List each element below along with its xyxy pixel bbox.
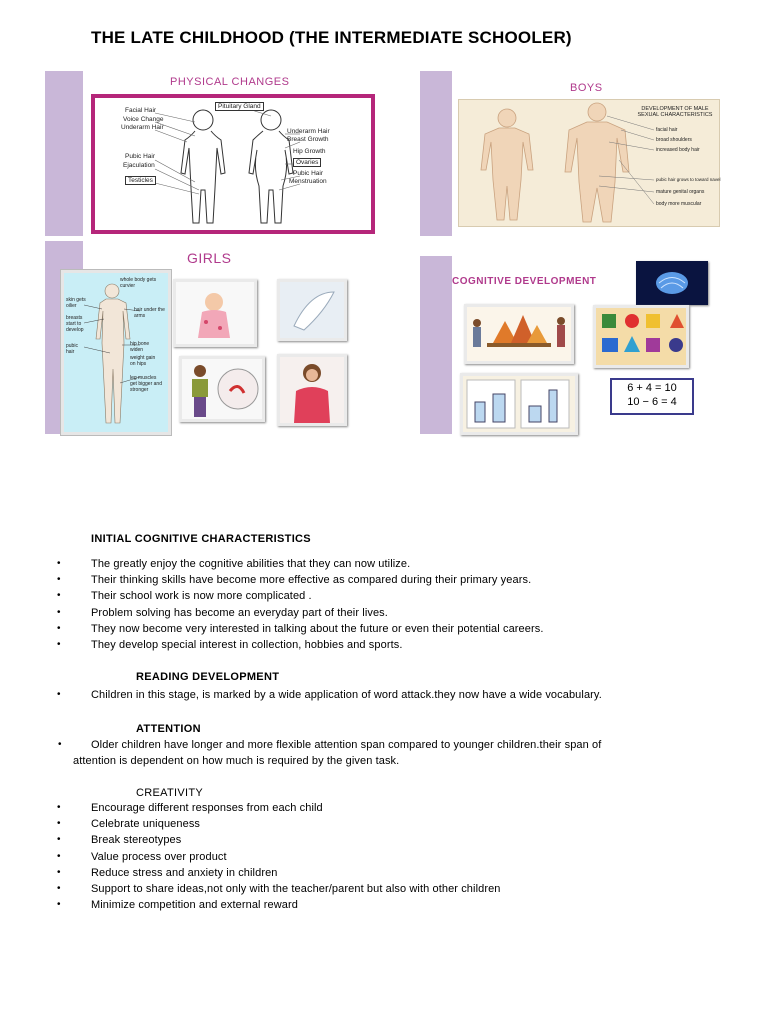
girl-consult-image xyxy=(182,359,262,419)
girls-label-5: pubic hair xyxy=(66,343,78,355)
bullet: • xyxy=(58,739,62,750)
panel-strip xyxy=(420,71,452,236)
list-item: • Minimize competition and external reward xyxy=(57,897,501,913)
initial-cognitive-heading: INITIAL COGNITIVE CHARACTERISTICS xyxy=(91,533,311,545)
document-title: THE LATE CHILDHOOD (THE INTERMEDIATE SCHOOLER) xyxy=(91,28,572,47)
physical-changes-frame xyxy=(91,94,375,234)
physical-changes-title: PHYSICAL CHANGES xyxy=(170,76,290,88)
list-item: • Their school work is now more complicated . xyxy=(57,588,544,604)
boys-label-1: facial hair xyxy=(656,127,678,133)
boys-frame xyxy=(458,99,720,227)
label-pubic-hair-f: Pubic Hair xyxy=(293,170,323,177)
label-ovaries: Ovaries xyxy=(293,158,321,167)
math-line-2: 10 − 6 = 4 xyxy=(627,396,677,408)
label-underarm-hair-f: Underarm Hair xyxy=(287,128,330,135)
liquid-conservation-illustration xyxy=(463,376,575,432)
creativity-list xyxy=(57,800,501,913)
reading-development-list xyxy=(57,687,602,703)
initial-cognitive-list xyxy=(57,556,544,653)
boys-label-6: body more muscular xyxy=(656,201,702,207)
mountains-task-image xyxy=(464,304,574,364)
math-equations-box xyxy=(610,378,694,415)
boys-caption: DEVELOPMENT OF MALE SEXUAL CHARACTERISTICS xyxy=(637,106,713,118)
girl-photo-1 xyxy=(173,279,257,347)
physical-changes-panel xyxy=(45,71,403,236)
brain-icon xyxy=(639,264,705,302)
girl-cartoon-image xyxy=(176,282,254,344)
boy-figures-illustration xyxy=(459,100,719,226)
boys-label-3: increased body hair xyxy=(656,147,700,153)
label-pituitary-gland: Pituitary Gland xyxy=(215,102,264,111)
label-voice-change: Voice Change xyxy=(123,116,164,123)
list-item: • They develop special interest in collection, hobbies and sports. xyxy=(57,637,544,653)
girl-photo-4 xyxy=(277,354,347,426)
list-item: • Break stereotypes xyxy=(57,832,501,848)
list-item: • Their thinking skills have become more effective as compared during their primary years. xyxy=(57,572,544,588)
boys-label-4: pubic hair grows to toward navel xyxy=(656,177,721,182)
conservation-task-image xyxy=(460,373,578,435)
label-underarm-hair: Underarm Hair xyxy=(121,124,164,131)
label-facial-hair: Facial Hair xyxy=(125,107,157,114)
cognitive-development-panel xyxy=(420,256,725,434)
girl-photo-2 xyxy=(277,279,347,341)
label-pubic-hair: Pubic Hair xyxy=(125,153,155,160)
three-mountains-illustration xyxy=(467,307,571,361)
girl-photo-3 xyxy=(179,356,265,422)
shapes-sorting-image xyxy=(593,305,689,368)
list-item: • They now become very interested in talking about the future or even their potential careers. xyxy=(57,621,544,637)
girls-label-4: breasts start to develop xyxy=(66,315,84,333)
label-menstruation: Menstruation xyxy=(289,178,327,185)
list-item: • Reduce stress and anxiety in children xyxy=(57,865,501,881)
girls-label-2: skin gets oilier xyxy=(66,297,86,309)
girls-title: GIRLS xyxy=(187,250,232,266)
girls-label-8: leg muscles get bigger and stronger xyxy=(130,375,162,393)
pad-image xyxy=(280,282,344,338)
girl-body-chart xyxy=(61,270,171,435)
girls-label-3: hair under the arms xyxy=(134,307,165,319)
list-item: • Support to share ideas,not only with the teacher/parent but also with other children xyxy=(57,881,501,897)
list-item: • Children in this stage, is marked by a wide application of word attack.they now have a wide vocabulary. xyxy=(57,687,602,703)
list-item: • Encourage different responses from each child xyxy=(57,800,501,816)
label-hip-growth: Hip Growth xyxy=(293,148,326,155)
list-item: • Problem solving has become an everyday part of their lives. xyxy=(57,605,544,621)
reading-development-heading: READING DEVELOPMENT xyxy=(136,671,280,683)
cognitive-title: COGNITIVE DEVELOPMENT xyxy=(452,276,597,287)
label-breast-growth: Breast Growth xyxy=(287,136,329,143)
girls-label-7: weight gain on hips xyxy=(130,355,156,367)
label-ejaculation: Ejaculation xyxy=(123,162,155,169)
boys-title: BOYS xyxy=(570,82,603,94)
girls-label-1: whole body gets curvier xyxy=(120,277,157,289)
list-item: • Celebrate uniqueness xyxy=(57,816,501,832)
math-line-1: 6 + 4 = 10 xyxy=(627,382,677,394)
boys-panel xyxy=(420,71,725,236)
list-item: • The greatly enjoy the cognitive abilities that they can now utilize. xyxy=(57,556,544,572)
panel-strip xyxy=(45,71,83,236)
shapes-illustration xyxy=(596,308,686,365)
boys-label-5: mature genital organs xyxy=(656,189,705,195)
girls-label-6: hip bone widen xyxy=(130,341,150,353)
brain-image xyxy=(636,261,708,305)
attention-line-1: Older children have longer and more flexible attention span compared to younger children.their span of xyxy=(91,739,602,751)
panel-strip xyxy=(420,256,452,434)
creativity-heading: CREATIVITY xyxy=(136,787,203,799)
list-item: • Value process over product xyxy=(57,849,501,865)
boys-label-2: broad shoulders xyxy=(656,137,692,143)
girls-panel xyxy=(45,241,403,434)
girl-pain-image xyxy=(280,357,344,423)
label-testicles: Testicles xyxy=(125,176,156,185)
attention-line-2: attention is dependent on how much is required by the given task. xyxy=(73,755,400,767)
attention-heading: ATTENTION xyxy=(136,723,201,735)
